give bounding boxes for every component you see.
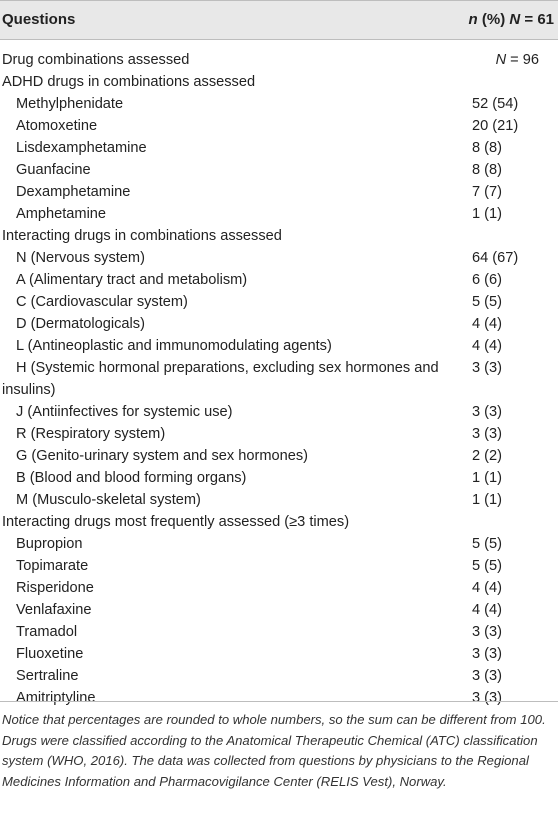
row-label: G (Genito-urinary system and sex hormones) xyxy=(16,448,308,464)
table-row xyxy=(0,665,558,687)
table-row xyxy=(0,599,558,621)
table-row xyxy=(0,49,558,71)
table-row xyxy=(0,577,558,599)
row-label: Methylphenidate xyxy=(16,96,124,112)
table-row xyxy=(0,93,558,115)
table-row xyxy=(0,335,558,357)
row-value: 3 (3) xyxy=(472,426,503,442)
table-body xyxy=(0,49,558,709)
table-row xyxy=(0,159,558,181)
questions-header: Questions xyxy=(2,11,76,28)
row-label: Interacting drugs in combinations assessed xyxy=(2,228,282,244)
table-row xyxy=(0,181,558,203)
row-label: Topimarate xyxy=(16,558,89,574)
row-value: 2 (2) xyxy=(472,448,503,464)
table-footnote: Notice that percentages are rounded to whole numbers, so the sum can be different from 100. Drugs were classified according to the Anatomical Therapeutic Chemical (ATC) classification system (WHO, 2016). The data was collected from questions by physicians to the Regional Medicines Information and Pharmacovigilance Center (RELIS Vest), Norway. xyxy=(2,712,546,789)
row-label: Tramadol xyxy=(16,624,78,640)
table-row xyxy=(0,203,558,225)
table-row xyxy=(0,643,558,665)
percent-label: (%) xyxy=(477,11,510,28)
table-bottom-rule xyxy=(0,701,558,702)
row-value: 3 (3) xyxy=(472,668,503,684)
row-label: Atomoxetine xyxy=(16,118,98,134)
table-row xyxy=(0,115,558,137)
table-row xyxy=(0,511,558,533)
row-value: 4 (4) xyxy=(472,580,503,596)
table-row xyxy=(0,269,558,291)
table-row xyxy=(0,621,558,643)
row-value: 6 (6) xyxy=(472,272,503,288)
row-label: A (Alimentary tract and metabolism) xyxy=(16,272,248,288)
table-row xyxy=(0,291,558,313)
table-header xyxy=(0,0,558,40)
table-row xyxy=(0,489,558,511)
table-row xyxy=(0,687,558,709)
row-value: 64 (67) xyxy=(472,250,519,266)
N-value: = 61 xyxy=(520,11,554,28)
row-value: 4 (4) xyxy=(472,316,503,332)
row-label: Fluoxetine xyxy=(16,646,84,662)
table-row xyxy=(0,247,558,269)
N-italic: N xyxy=(509,11,521,28)
table-row xyxy=(0,357,558,401)
row-label: Lisdexamphetamine xyxy=(16,140,147,156)
row-value: 1 (1) xyxy=(472,492,503,508)
row-value: 1 (1) xyxy=(472,470,503,486)
row-value: 4 (4) xyxy=(472,602,503,618)
table-row xyxy=(0,555,558,577)
row-label: M (Musculo-skeletal system) xyxy=(16,492,201,508)
row-label: C (Cardiovascular system) xyxy=(16,294,188,310)
table-row xyxy=(0,137,558,159)
row-label: Interacting drugs most frequently assessed (≥3 times) xyxy=(2,514,350,530)
row-label: ADHD drugs in combinations assessed xyxy=(2,74,256,90)
row-value: 3 (3) xyxy=(472,690,503,706)
row-label: Risperidone xyxy=(16,580,94,596)
count-header xyxy=(469,11,554,28)
row-label-continuation: insulins) xyxy=(2,382,56,398)
row-value: 3 (3) xyxy=(472,360,503,376)
row-value: 4 (4) xyxy=(472,338,503,354)
row-value: 5 (5) xyxy=(472,536,503,552)
row-value: 5 (5) xyxy=(472,294,503,310)
row-label: J (Antiinfectives for systemic use) xyxy=(16,404,233,420)
row-label: Sertraline xyxy=(16,668,79,684)
row-label: R (Respiratory system) xyxy=(16,426,166,442)
table-row xyxy=(0,423,558,445)
row-value: 5 (5) xyxy=(472,558,503,574)
row-label: Guanfacine xyxy=(16,162,91,178)
table-row xyxy=(0,445,558,467)
table-row xyxy=(0,71,558,93)
row-value: 8 (8) xyxy=(472,140,503,156)
row-label: Amphetamine xyxy=(16,206,107,222)
row-value: 8 (8) xyxy=(472,162,503,178)
table-row xyxy=(0,401,558,423)
row-label: Venlafaxine xyxy=(16,602,92,618)
row-value xyxy=(496,49,539,71)
row-label: Bupropion xyxy=(16,536,83,552)
table-row xyxy=(0,313,558,335)
N-italic: N xyxy=(495,52,507,68)
row-label: Dexamphetamine xyxy=(16,184,131,200)
row-label: D (Dermatologicals) xyxy=(16,316,145,332)
N-value: = 96 xyxy=(506,52,539,68)
table-row xyxy=(0,533,558,555)
row-label: L (Antineoplastic and immunomodulating agents) xyxy=(16,338,332,354)
row-value: 52 (54) xyxy=(472,96,519,112)
table-row xyxy=(0,225,558,247)
table-row xyxy=(0,467,558,489)
row-label: Amitriptyline xyxy=(16,690,96,706)
row-value: 3 (3) xyxy=(472,404,503,420)
row-value: 3 (3) xyxy=(472,646,503,662)
row-label: H (Systemic hormonal preparations, excluding sex hormones and xyxy=(16,360,439,376)
row-value: 20 (21) xyxy=(472,118,519,134)
row-value: 7 (7) xyxy=(472,184,503,200)
row-label: B (Blood and blood forming organs) xyxy=(16,470,247,486)
row-label: N (Nervous system) xyxy=(16,250,145,266)
row-value: 1 (1) xyxy=(472,206,503,222)
n-italic: n xyxy=(468,11,478,28)
row-value: 3 (3) xyxy=(472,624,503,640)
row-label: Drug combinations assessed xyxy=(2,52,190,68)
